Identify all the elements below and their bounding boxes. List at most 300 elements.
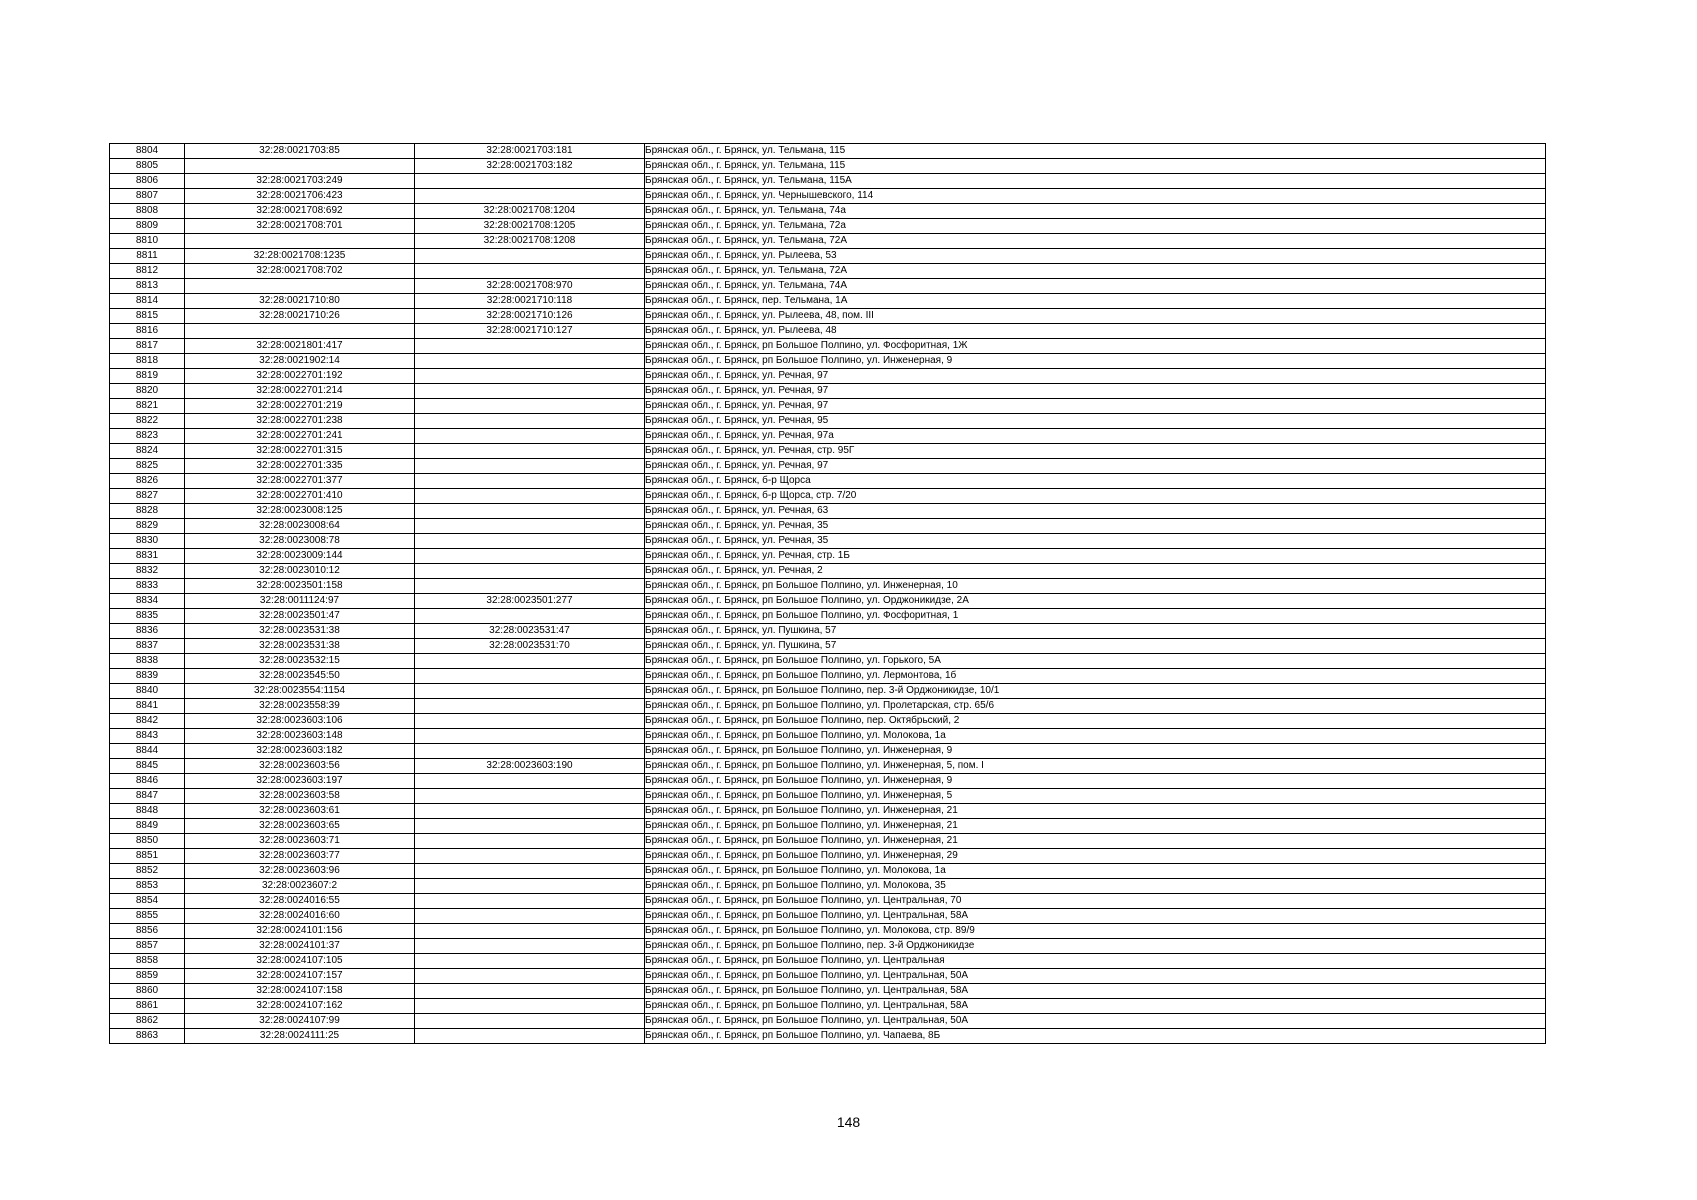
cadastral-number-cell: 32:28:0021703:85 bbox=[185, 144, 415, 159]
row-number-cell: 8806 bbox=[110, 174, 185, 189]
table-row bbox=[110, 264, 1546, 279]
related-cadastral-number-cell bbox=[415, 564, 645, 579]
table-row bbox=[110, 474, 1546, 489]
related-cadastral-number-cell bbox=[415, 474, 645, 489]
address-cell: Брянская обл., г. Брянск, ул. Речная, 35 bbox=[645, 534, 1546, 549]
address-cell: Брянская обл., г. Брянск, рп Большое Полпино, ул. Инженерная, 21 bbox=[645, 804, 1546, 819]
table-row bbox=[110, 144, 1546, 159]
cadastral-number-cell: 32:28:0023010:12 bbox=[185, 564, 415, 579]
address-cell: Брянская обл., г. Брянск, рп Большое Полпино, ул. Инженерная, 5, пом. I bbox=[645, 759, 1546, 774]
cadastral-number-cell: 32:28:0021706:423 bbox=[185, 189, 415, 204]
related-cadastral-number-cell bbox=[415, 459, 645, 474]
table-row bbox=[110, 444, 1546, 459]
row-number-cell: 8807 bbox=[110, 189, 185, 204]
page-number: 148 bbox=[836, 1114, 861, 1130]
related-cadastral-number-cell bbox=[415, 579, 645, 594]
cadastral-number-cell: 32:28:0024107:158 bbox=[185, 984, 415, 999]
row-number-cell: 8842 bbox=[110, 714, 185, 729]
cadastral-number-cell: 32:28:0024101:37 bbox=[185, 939, 415, 954]
cadastral-number-cell: 32:28:0023603:182 bbox=[185, 744, 415, 759]
row-number-cell: 8827 bbox=[110, 489, 185, 504]
row-number-cell: 8852 bbox=[110, 864, 185, 879]
related-cadastral-number-cell: 32:28:0021708:970 bbox=[415, 279, 645, 294]
cadastral-number-cell: 32:28:0023545:50 bbox=[185, 669, 415, 684]
address-cell: Брянская обл., г. Брянск, рп Большое Полпино, ул. Инженерная, 10 bbox=[645, 579, 1546, 594]
related-cadastral-number-cell bbox=[415, 819, 645, 834]
cadastral-number-cell: 32:28:0023532:15 bbox=[185, 654, 415, 669]
cadastral-number-cell: 32:28:0023603:71 bbox=[185, 834, 415, 849]
related-cadastral-number-cell bbox=[415, 369, 645, 384]
table-row bbox=[110, 384, 1546, 399]
address-cell: Брянская обл., г. Брянск, б-р Щорса bbox=[645, 474, 1546, 489]
row-number-cell: 8860 bbox=[110, 984, 185, 999]
table-row bbox=[110, 429, 1546, 444]
address-cell: Брянская обл., г. Брянск, ул. Речная, 35 bbox=[645, 519, 1546, 534]
row-number-cell: 8859 bbox=[110, 969, 185, 984]
cadastral-number-cell: 32:28:0023603:77 bbox=[185, 849, 415, 864]
row-number-cell: 8843 bbox=[110, 729, 185, 744]
row-number-cell: 8829 bbox=[110, 519, 185, 534]
row-number-cell: 8848 bbox=[110, 804, 185, 819]
row-number-cell: 8851 bbox=[110, 849, 185, 864]
related-cadastral-number-cell bbox=[415, 969, 645, 984]
cadastral-number-cell: 32:28:0023554:1154 bbox=[185, 684, 415, 699]
address-cell: Брянская обл., г. Брянск, рп Большое Полпино, ул. Центральная, 58А bbox=[645, 909, 1546, 924]
row-number-cell: 8850 bbox=[110, 834, 185, 849]
address-cell: Брянская обл., г. Брянск, ул. Тельмана, 115А bbox=[645, 174, 1546, 189]
table-row bbox=[110, 354, 1546, 369]
related-cadastral-number-cell bbox=[415, 354, 645, 369]
cadastral-number-cell: 32:28:0021703:249 bbox=[185, 174, 415, 189]
related-cadastral-number-cell: 32:28:0023531:70 bbox=[415, 639, 645, 654]
row-number-cell: 8828 bbox=[110, 504, 185, 519]
address-cell: Брянская обл., г. Брянск, ул. Речная, 97 bbox=[645, 369, 1546, 384]
address-cell: Брянская обл., г. Брянск, ул. Речная, 95 bbox=[645, 414, 1546, 429]
row-number-cell: 8837 bbox=[110, 639, 185, 654]
row-number-cell: 8847 bbox=[110, 789, 185, 804]
related-cadastral-number-cell: 32:28:0021708:1204 bbox=[415, 204, 645, 219]
row-number-cell: 8849 bbox=[110, 819, 185, 834]
related-cadastral-number-cell: 32:28:0021703:181 bbox=[415, 144, 645, 159]
related-cadastral-number-cell bbox=[415, 804, 645, 819]
cadastral-number-cell: 32:28:0022701:192 bbox=[185, 369, 415, 384]
table-row bbox=[110, 594, 1546, 609]
address-cell: Брянская обл., г. Брянск, рп Большое Полпино, ул. Чапаева, 8Б bbox=[645, 1029, 1546, 1044]
table-row bbox=[110, 579, 1546, 594]
table-row bbox=[110, 339, 1546, 354]
related-cadastral-number-cell: 32:28:0021710:118 bbox=[415, 294, 645, 309]
related-cadastral-number-cell bbox=[415, 834, 645, 849]
cadastral-number-cell: 32:28:0023607:2 bbox=[185, 879, 415, 894]
address-cell: Брянская обл., г. Брянск, пер. Тельмана, 1А bbox=[645, 294, 1546, 309]
address-cell: Брянская обл., г. Брянск, рп Большое Полпино, пер. Октябрьский, 2 bbox=[645, 714, 1546, 729]
related-cadastral-number-cell bbox=[415, 504, 645, 519]
cadastral-number-cell: 32:28:0023603:96 bbox=[185, 864, 415, 879]
table-row bbox=[110, 1014, 1546, 1029]
row-number-cell: 8815 bbox=[110, 309, 185, 324]
row-number-cell: 8805 bbox=[110, 159, 185, 174]
related-cadastral-number-cell bbox=[415, 399, 645, 414]
table-row bbox=[110, 939, 1546, 954]
related-cadastral-number-cell: 32:28:0021708:1205 bbox=[415, 219, 645, 234]
cadastral-number-cell: 32:28:0024016:55 bbox=[185, 894, 415, 909]
cadastral-number-cell: 32:28:0022701:315 bbox=[185, 444, 415, 459]
address-cell: Брянская обл., г. Брянск, ул. Тельмана, 72А bbox=[645, 264, 1546, 279]
address-cell: Брянская обл., г. Брянск, рп Большое Полпино, ул. Инженерная, 9 bbox=[645, 744, 1546, 759]
related-cadastral-number-cell: 32:28:0023603:190 bbox=[415, 759, 645, 774]
related-cadastral-number-cell bbox=[415, 984, 645, 999]
row-number-cell: 8821 bbox=[110, 399, 185, 414]
row-number-cell: 8861 bbox=[110, 999, 185, 1014]
address-cell: Брянская обл., г. Брянск, рп Большое Полпино, ул. Центральная, 50А bbox=[645, 1014, 1546, 1029]
related-cadastral-number-cell bbox=[415, 714, 645, 729]
row-number-cell: 8854 bbox=[110, 894, 185, 909]
address-cell: Брянская обл., г. Брянск, ул. Тельмана, 74а bbox=[645, 204, 1546, 219]
table-row bbox=[110, 744, 1546, 759]
address-cell: Брянская обл., г. Брянск, ул. Речная, стр. 1Б bbox=[645, 549, 1546, 564]
address-cell: Брянская обл., г. Брянск, рп Большое Полпино, ул. Молокова, 35 bbox=[645, 879, 1546, 894]
related-cadastral-number-cell bbox=[415, 549, 645, 564]
table-row bbox=[110, 159, 1546, 174]
cadastral-number-cell: 32:28:0023008:78 bbox=[185, 534, 415, 549]
cadastral-number-cell: 32:28:0022701:219 bbox=[185, 399, 415, 414]
related-cadastral-number-cell bbox=[415, 954, 645, 969]
table-row bbox=[110, 804, 1546, 819]
related-cadastral-number-cell bbox=[415, 849, 645, 864]
related-cadastral-number-cell bbox=[415, 489, 645, 504]
related-cadastral-number-cell bbox=[415, 684, 645, 699]
row-number-cell: 8813 bbox=[110, 279, 185, 294]
table-row bbox=[110, 234, 1546, 249]
cadastral-number-cell: 32:28:0021710:80 bbox=[185, 294, 415, 309]
related-cadastral-number-cell bbox=[415, 894, 645, 909]
address-cell: Брянская обл., г. Брянск, рп Большое Полпино, ул. Инженерная, 5 bbox=[645, 789, 1546, 804]
row-number-cell: 8856 bbox=[110, 924, 185, 939]
row-number-cell: 8844 bbox=[110, 744, 185, 759]
table-row bbox=[110, 999, 1546, 1014]
cadastral-number-cell: 32:28:0022701:377 bbox=[185, 474, 415, 489]
row-number-cell: 8862 bbox=[110, 1014, 185, 1029]
table-row bbox=[110, 459, 1546, 474]
cadastral-number-cell: 32:28:0021708:1235 bbox=[185, 249, 415, 264]
table-row bbox=[110, 909, 1546, 924]
row-number-cell: 8831 bbox=[110, 549, 185, 564]
cadastral-number-cell: 32:28:0024107:99 bbox=[185, 1014, 415, 1029]
cadastral-number-cell: 32:28:0024107:105 bbox=[185, 954, 415, 969]
address-cell: Брянская обл., г. Брянск, ул. Речная, 97а bbox=[645, 429, 1546, 444]
cadastral-number-cell: 32:28:0023501:158 bbox=[185, 579, 415, 594]
cadastral-number-cell: 32:28:0024101:156 bbox=[185, 924, 415, 939]
address-cell: Брянская обл., г. Брянск, рп Большое Полпино, ул. Инженерная, 21 bbox=[645, 834, 1546, 849]
related-cadastral-number-cell bbox=[415, 789, 645, 804]
related-cadastral-number-cell bbox=[415, 669, 645, 684]
cadastral-number-cell: 32:28:0023531:38 bbox=[185, 624, 415, 639]
row-number-cell: 8809 bbox=[110, 219, 185, 234]
cadastral-number-cell: 32:28:0023603:197 bbox=[185, 774, 415, 789]
table-row bbox=[110, 984, 1546, 999]
row-number-cell: 8816 bbox=[110, 324, 185, 339]
address-cell: Брянская обл., г. Брянск, ул. Тельмана, 72А bbox=[645, 234, 1546, 249]
related-cadastral-number-cell bbox=[415, 924, 645, 939]
related-cadastral-number-cell bbox=[415, 384, 645, 399]
table-row bbox=[110, 324, 1546, 339]
related-cadastral-number-cell: 32:28:0021703:182 bbox=[415, 159, 645, 174]
related-cadastral-number-cell bbox=[415, 879, 645, 894]
cadastral-number-cell: 32:28:0024111:25 bbox=[185, 1029, 415, 1044]
table-row bbox=[110, 519, 1546, 534]
table-row bbox=[110, 669, 1546, 684]
table-row bbox=[110, 894, 1546, 909]
cadastral-number-cell: 32:28:0022701:214 bbox=[185, 384, 415, 399]
address-cell: Брянская обл., г. Брянск, рп Большое Полпино, ул. Молокова, стр. 89/9 bbox=[645, 924, 1546, 939]
related-cadastral-number-cell bbox=[415, 444, 645, 459]
row-number-cell: 8858 bbox=[110, 954, 185, 969]
registry-table bbox=[109, 143, 1546, 1044]
table-row bbox=[110, 369, 1546, 384]
row-number-cell: 8833 bbox=[110, 579, 185, 594]
cadastral-number-cell: 32:28:0023603:58 bbox=[185, 789, 415, 804]
table-row bbox=[110, 849, 1546, 864]
cadastral-number-cell bbox=[185, 324, 415, 339]
cadastral-number-cell: 32:28:0023558:39 bbox=[185, 699, 415, 714]
related-cadastral-number-cell bbox=[415, 729, 645, 744]
table-row bbox=[110, 189, 1546, 204]
cadastral-number-cell: 32:28:0023603:106 bbox=[185, 714, 415, 729]
related-cadastral-number-cell bbox=[415, 864, 645, 879]
row-number-cell: 8826 bbox=[110, 474, 185, 489]
table-row bbox=[110, 759, 1546, 774]
table-row bbox=[110, 924, 1546, 939]
cadastral-number-cell: 32:28:0023603:61 bbox=[185, 804, 415, 819]
table-row bbox=[110, 279, 1546, 294]
table-row bbox=[110, 294, 1546, 309]
related-cadastral-number-cell bbox=[415, 774, 645, 789]
cadastral-number-cell bbox=[185, 234, 415, 249]
row-number-cell: 8818 bbox=[110, 354, 185, 369]
cadastral-number-cell: 32:28:0021708:702 bbox=[185, 264, 415, 279]
address-cell: Брянская обл., г. Брянск, рп Большое Полпино, ул. Фосфоритная, 1 bbox=[645, 609, 1546, 624]
row-number-cell: 8824 bbox=[110, 444, 185, 459]
address-cell: Брянская обл., г. Брянск, ул. Рылеева, 53 bbox=[645, 249, 1546, 264]
cadastral-number-cell: 32:28:0021801:417 bbox=[185, 339, 415, 354]
related-cadastral-number-cell bbox=[415, 189, 645, 204]
table-row bbox=[110, 204, 1546, 219]
table-row bbox=[110, 954, 1546, 969]
address-cell: Брянская обл., г. Брянск, ул. Рылеева, 48, пом. III bbox=[645, 309, 1546, 324]
address-cell: Брянская обл., г. Брянск, рп Большое Полпино, ул. Центральная bbox=[645, 954, 1546, 969]
row-number-cell: 8841 bbox=[110, 699, 185, 714]
table-row bbox=[110, 774, 1546, 789]
row-number-cell: 8863 bbox=[110, 1029, 185, 1044]
address-cell: Брянская обл., г. Брянск, рп Большое Полпино, пер. 3-й Орджоникидзе, 10/1 bbox=[645, 684, 1546, 699]
address-cell: Брянская обл., г. Брянск, рп Большое Полпино, ул. Фосфоритная, 1Ж bbox=[645, 339, 1546, 354]
table-row bbox=[110, 729, 1546, 744]
address-cell: Брянская обл., г. Брянск, рп Большое Полпино, ул. Центральная, 70 bbox=[645, 894, 1546, 909]
table-row bbox=[110, 504, 1546, 519]
related-cadastral-number-cell bbox=[415, 999, 645, 1014]
table-row bbox=[110, 549, 1546, 564]
row-number-cell: 8855 bbox=[110, 909, 185, 924]
address-cell: Брянская обл., г. Брянск, рп Большое Полпино, ул. Молокова, 1а bbox=[645, 864, 1546, 879]
cadastral-number-cell: 32:28:0024016:60 bbox=[185, 909, 415, 924]
related-cadastral-number-cell bbox=[415, 699, 645, 714]
related-cadastral-number-cell bbox=[415, 1029, 645, 1044]
address-cell: Брянская обл., г. Брянск, ул. Тельмана, 72а bbox=[645, 219, 1546, 234]
row-number-cell: 8838 bbox=[110, 654, 185, 669]
row-number-cell: 8823 bbox=[110, 429, 185, 444]
related-cadastral-number-cell: 32:28:0023501:277 bbox=[415, 594, 645, 609]
row-number-cell: 8817 bbox=[110, 339, 185, 354]
address-cell: Брянская обл., г. Брянск, рп Большое Полпино, ул. Молокова, 1а bbox=[645, 729, 1546, 744]
related-cadastral-number-cell bbox=[415, 429, 645, 444]
address-cell: Брянская обл., г. Брянск, рп Большое Полпино, ул. Инженерная, 9 bbox=[645, 774, 1546, 789]
table-row bbox=[110, 969, 1546, 984]
related-cadastral-number-cell bbox=[415, 1014, 645, 1029]
row-number-cell: 8819 bbox=[110, 369, 185, 384]
address-cell: Брянская обл., г. Брянск, рп Большое Полпино, пер. 3-й Орджоникидзе bbox=[645, 939, 1546, 954]
address-cell: Брянская обл., г. Брянск, рп Большое Полпино, ул. Горького, 5А bbox=[645, 654, 1546, 669]
related-cadastral-number-cell bbox=[415, 519, 645, 534]
row-number-cell: 8804 bbox=[110, 144, 185, 159]
table-row bbox=[110, 414, 1546, 429]
address-cell: Брянская обл., г. Брянск, рп Большое Полпино, ул. Центральная, 58А bbox=[645, 984, 1546, 999]
related-cadastral-number-cell bbox=[415, 909, 645, 924]
table-row bbox=[110, 174, 1546, 189]
cadastral-number-cell: 32:28:0023008:125 bbox=[185, 504, 415, 519]
address-cell: Брянская обл., г. Брянск, ул. Чернышевского, 114 bbox=[645, 189, 1546, 204]
address-cell: Брянская обл., г. Брянск, ул. Речная, 97 bbox=[645, 399, 1546, 414]
address-cell: Брянская обл., г. Брянск, ул. Рылеева, 48 bbox=[645, 324, 1546, 339]
cadastral-number-cell: 32:28:0021902:14 bbox=[185, 354, 415, 369]
cadastral-number-cell: 32:28:0023603:56 bbox=[185, 759, 415, 774]
row-number-cell: 8839 bbox=[110, 669, 185, 684]
row-number-cell: 8835 bbox=[110, 609, 185, 624]
table-row bbox=[110, 219, 1546, 234]
table-row bbox=[110, 684, 1546, 699]
row-number-cell: 8834 bbox=[110, 594, 185, 609]
related-cadastral-number-cell bbox=[415, 174, 645, 189]
row-number-cell: 8845 bbox=[110, 759, 185, 774]
address-cell: Брянская обл., г. Брянск, ул. Тельмана, 115 bbox=[645, 144, 1546, 159]
row-number-cell: 8825 bbox=[110, 459, 185, 474]
row-number-cell: 8808 bbox=[110, 204, 185, 219]
row-number-cell: 8840 bbox=[110, 684, 185, 699]
address-cell: Брянская обл., г. Брянск, рп Большое Полпино, ул. Орджоникидзе, 2А bbox=[645, 594, 1546, 609]
address-cell: Брянская обл., г. Брянск, ул. Тельмана, 115 bbox=[645, 159, 1546, 174]
cadastral-number-cell: 32:28:0022701:238 bbox=[185, 414, 415, 429]
address-cell: Брянская обл., г. Брянск, ул. Речная, стр. 95Г bbox=[645, 444, 1546, 459]
table-row bbox=[110, 534, 1546, 549]
cadastral-number-cell: 32:28:0024107:157 bbox=[185, 969, 415, 984]
related-cadastral-number-cell bbox=[415, 264, 645, 279]
table-row bbox=[110, 654, 1546, 669]
related-cadastral-number-cell bbox=[415, 609, 645, 624]
row-number-cell: 8846 bbox=[110, 774, 185, 789]
related-cadastral-number-cell: 32:28:0021710:126 bbox=[415, 309, 645, 324]
cadastral-number-cell: 32:28:0024107:162 bbox=[185, 999, 415, 1014]
related-cadastral-number-cell: 32:28:0021708:1208 bbox=[415, 234, 645, 249]
address-cell: Брянская обл., г. Брянск, ул. Пушкина, 57 bbox=[645, 639, 1546, 654]
row-number-cell: 8832 bbox=[110, 564, 185, 579]
address-cell: Брянская обл., г. Брянск, рп Большое Полпино, ул. Инженерная, 29 bbox=[645, 849, 1546, 864]
address-cell: Брянская обл., г. Брянск, рп Большое Полпино, ул. Инженерная, 21 bbox=[645, 819, 1546, 834]
cadastral-number-cell: 32:28:0022701:335 bbox=[185, 459, 415, 474]
row-number-cell: 8812 bbox=[110, 264, 185, 279]
table-row bbox=[110, 624, 1546, 639]
row-number-cell: 8810 bbox=[110, 234, 185, 249]
table-row bbox=[110, 489, 1546, 504]
registry-table-body bbox=[110, 144, 1546, 1044]
cadastral-number-cell bbox=[185, 279, 415, 294]
row-number-cell: 8830 bbox=[110, 534, 185, 549]
table-row bbox=[110, 309, 1546, 324]
cadastral-number-cell: 32:28:0021708:692 bbox=[185, 204, 415, 219]
cadastral-number-cell: 32:28:0023009:144 bbox=[185, 549, 415, 564]
cadastral-number-cell: 32:28:0023501:47 bbox=[185, 609, 415, 624]
address-cell: Брянская обл., г. Брянск, рп Большое Полпино, ул. Центральная, 50А bbox=[645, 969, 1546, 984]
address-cell: Брянская обл., г. Брянск, рп Большое Полпино, ул. Инженерная, 9 bbox=[645, 354, 1546, 369]
address-cell: Брянская обл., г. Брянск, ул. Пушкина, 57 bbox=[645, 624, 1546, 639]
address-cell: Брянская обл., г. Брянск, ул. Тельмана, 74А bbox=[645, 279, 1546, 294]
address-cell: Брянская обл., г. Брянск, рп Большое Полпино, ул. Лермонтова, 1б bbox=[645, 669, 1546, 684]
row-number-cell: 8822 bbox=[110, 414, 185, 429]
row-number-cell: 8811 bbox=[110, 249, 185, 264]
related-cadastral-number-cell bbox=[415, 249, 645, 264]
table-row bbox=[110, 699, 1546, 714]
table-row bbox=[110, 639, 1546, 654]
cadastral-number-cell: 32:28:0021708:701 bbox=[185, 219, 415, 234]
table-row bbox=[110, 564, 1546, 579]
row-number-cell: 8836 bbox=[110, 624, 185, 639]
row-number-cell: 8857 bbox=[110, 939, 185, 954]
related-cadastral-number-cell bbox=[415, 654, 645, 669]
address-cell: Брянская обл., г. Брянск, ул. Речная, 97 bbox=[645, 384, 1546, 399]
table-row bbox=[110, 249, 1546, 264]
table-row bbox=[110, 609, 1546, 624]
table-row bbox=[110, 864, 1546, 879]
cadastral-number-cell bbox=[185, 159, 415, 174]
related-cadastral-number-cell bbox=[415, 534, 645, 549]
table-row bbox=[110, 834, 1546, 849]
cadastral-number-cell: 32:28:0021710:26 bbox=[185, 309, 415, 324]
cadastral-number-cell: 32:28:0023603:65 bbox=[185, 819, 415, 834]
cadastral-number-cell: 32:28:0022701:410 bbox=[185, 489, 415, 504]
table-row bbox=[110, 1029, 1546, 1044]
cadastral-number-cell: 32:28:0023603:148 bbox=[185, 729, 415, 744]
address-cell: Брянская обл., г. Брянск, ул. Речная, 63 bbox=[645, 504, 1546, 519]
row-number-cell: 8820 bbox=[110, 384, 185, 399]
row-number-cell: 8814 bbox=[110, 294, 185, 309]
address-cell: Брянская обл., г. Брянск, ул. Речная, 97 bbox=[645, 459, 1546, 474]
table-row bbox=[110, 714, 1546, 729]
table-row bbox=[110, 399, 1546, 414]
related-cadastral-number-cell bbox=[415, 339, 645, 354]
address-cell: Брянская обл., г. Брянск, ул. Речная, 2 bbox=[645, 564, 1546, 579]
related-cadastral-number-cell: 32:28:0021710:127 bbox=[415, 324, 645, 339]
related-cadastral-number-cell: 32:28:0023531:47 bbox=[415, 624, 645, 639]
related-cadastral-number-cell bbox=[415, 414, 645, 429]
cadastral-number-cell: 32:28:0011124:97 bbox=[185, 594, 415, 609]
address-cell: Брянская обл., г. Брянск, б-р Щорса, стр. 7/20 bbox=[645, 489, 1546, 504]
table-row bbox=[110, 789, 1546, 804]
related-cadastral-number-cell bbox=[415, 939, 645, 954]
cadastral-number-cell: 32:28:0023531:38 bbox=[185, 639, 415, 654]
address-cell: Брянская обл., г. Брянск, рп Большое Полпино, ул. Пролетарская, стр. 65/6 bbox=[645, 699, 1546, 714]
cadastral-number-cell: 32:28:0023008:64 bbox=[185, 519, 415, 534]
related-cadastral-number-cell bbox=[415, 744, 645, 759]
address-cell: Брянская обл., г. Брянск, рп Большое Полпино, ул. Центральная, 58А bbox=[645, 999, 1546, 1014]
table-row bbox=[110, 879, 1546, 894]
